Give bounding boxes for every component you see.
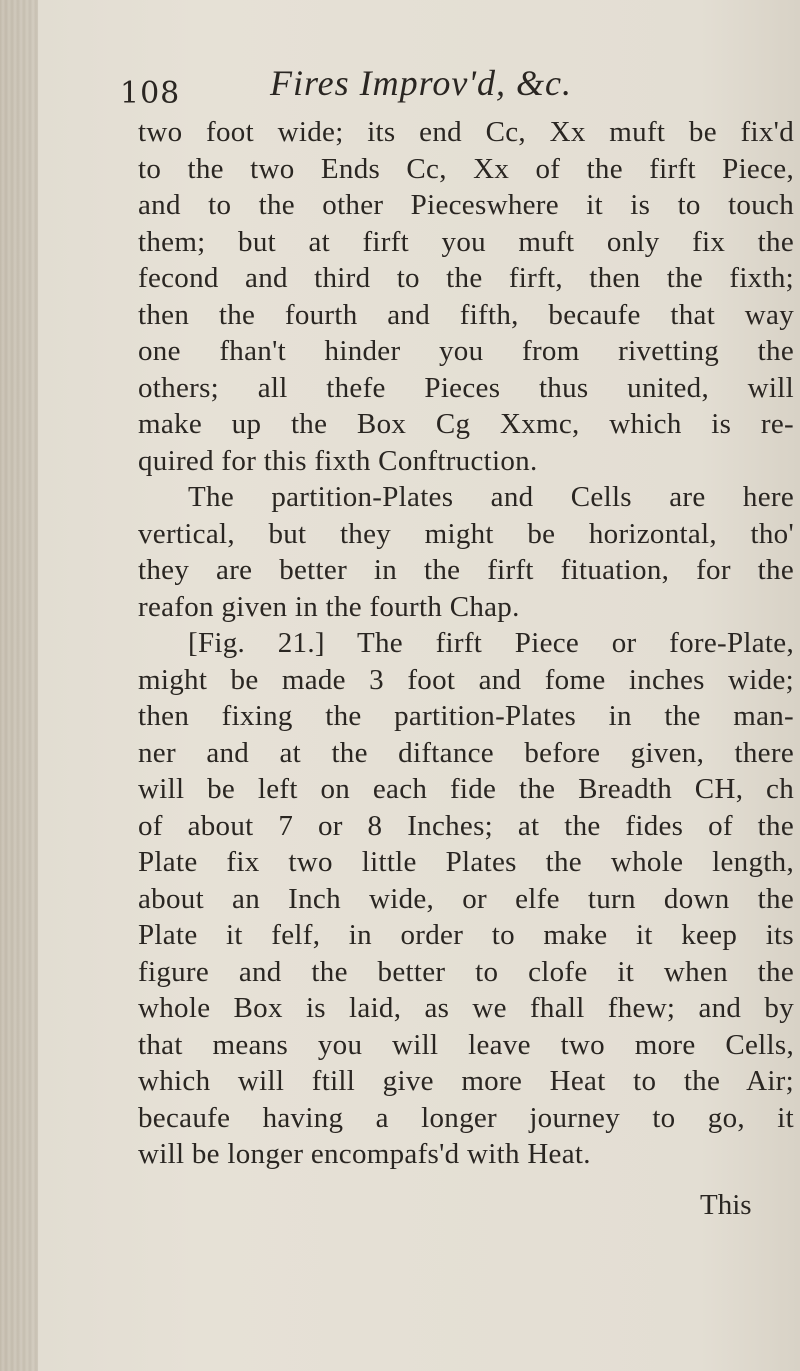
text-line: becaufe having a longer journey to go, it <box>138 1101 794 1134</box>
catchword: This <box>700 1189 752 1221</box>
text-line: that means you will leave two more Cells, <box>138 1028 794 1061</box>
text-line: vertical, but they might be horizontal, tho' <box>138 517 794 550</box>
paragraph-start-line: The partition-Plates and Cells are here <box>188 481 794 513</box>
text-line: to the two Ends Cc, Xx of the firft Piece, <box>138 152 794 185</box>
text-line: will be longer encompafs'd with Heat. <box>138 1138 591 1170</box>
text-line: and to the other Pieceswhere it is to touch <box>138 189 794 221</box>
text-line: ner and at the diftance before given, there <box>138 736 794 769</box>
page-header <box>120 62 740 110</box>
paragraph-start-line: [Fig. 21.] The firft Piece or fore-Plate, <box>188 627 794 659</box>
page-gutter <box>0 0 38 1371</box>
text-line: Plate fix two little Plates the whole length, <box>138 846 794 878</box>
text-line: make up the Box Cg Xxmc, which is re- <box>138 408 794 440</box>
text-line: might be made 3 foot and fome inches wide; <box>138 663 794 696</box>
text-line: reafon given in the fourth Chap. <box>138 590 520 623</box>
text-line: then fixing the partition-Plates in the man- <box>138 700 794 732</box>
text-line: of about 7 or 8 Inches; at the fides of the <box>138 809 794 842</box>
text-line: figure and the better to clofe it when the <box>138 955 794 988</box>
text-line: Plate it felf, in order to make it keep its <box>138 919 794 951</box>
running-title: Fires Improv'd, &c. <box>270 63 572 103</box>
text-line: whole Box is laid, as we fhall fhew; and by <box>138 992 794 1024</box>
text-line: which will ftill give more Heat to the Air; <box>138 1065 794 1097</box>
text-line: they are better in the firft fituation, for the <box>138 554 794 586</box>
page-number: 108 <box>120 76 181 111</box>
text-line: will be left on each fide the Breadth CH, ch <box>138 773 794 805</box>
text-line: about an Inch wide, or elfe turn down the <box>138 882 794 915</box>
text-line: two foot wide; its end Cc, Xx muft be fix'd <box>138 116 794 148</box>
body-text <box>138 114 794 1364</box>
text-line: fecond and third to the firft, then the fixth; <box>138 262 794 294</box>
text-line: then the fourth and fifth, becaufe that way <box>138 298 794 331</box>
text-line: others; all thefe Pieces thus united, will <box>138 371 794 404</box>
text-line: them; but at firft you muft only fix the <box>138 225 794 258</box>
text-line: quired for this fixth Conftruction. <box>138 444 538 477</box>
text-line: one fhan't hinder you from rivetting the <box>138 335 794 367</box>
